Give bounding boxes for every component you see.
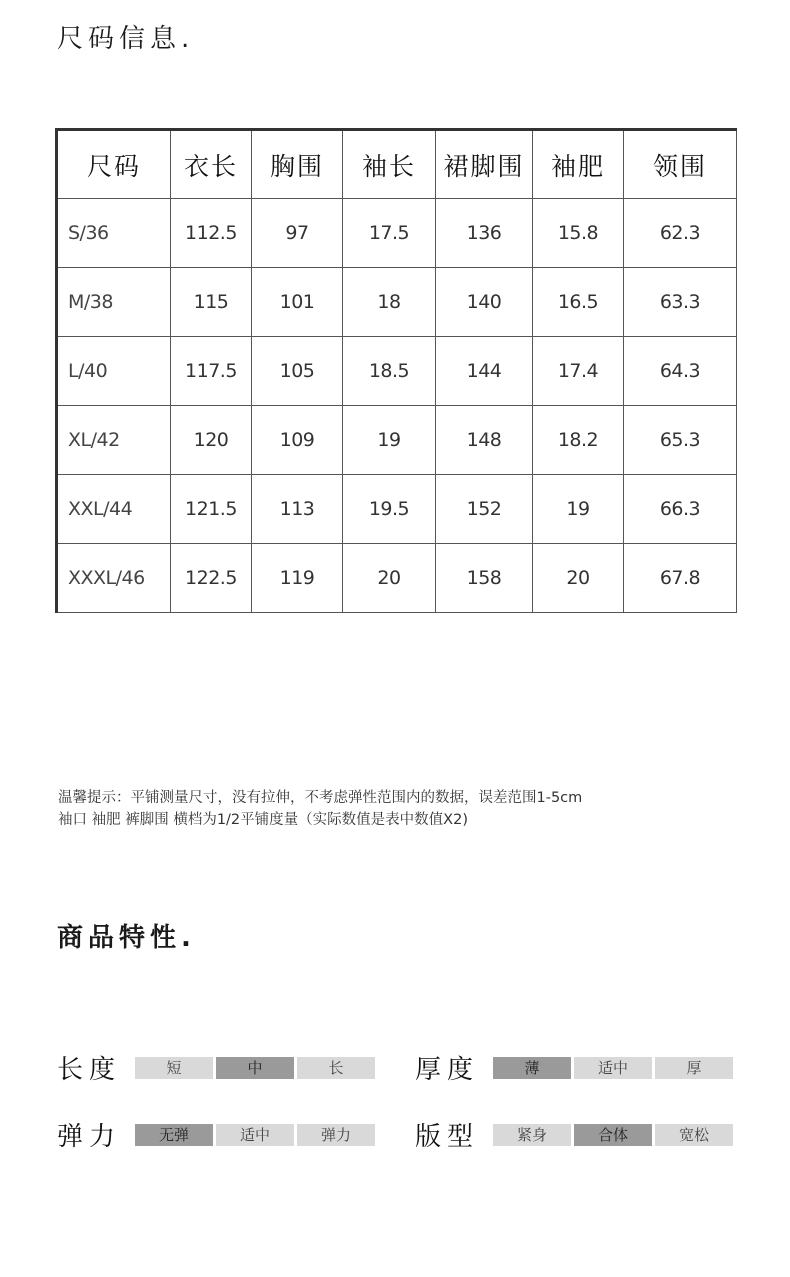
length-cell: 115 [171,268,252,337]
hem-cell: 152 [436,475,533,544]
sleeve-length-cell: 18 [343,268,436,337]
hem-cell: 158 [436,544,533,613]
attr-option: 薄 [493,1057,571,1079]
attr-option: 中 [216,1057,294,1079]
table-row [57,544,737,613]
sleeve-length-cell: 19.5 [343,475,436,544]
table-row [57,268,737,337]
chest-cell: 119 [252,544,343,613]
hem-cell: 144 [436,337,533,406]
sleeve-width-cell: 15.8 [533,199,624,268]
chest-cell: 105 [252,337,343,406]
size-cell: S/36 [57,199,171,268]
sleeve-width-cell: 20 [533,544,624,613]
size-info-title: 尺码信息. [57,24,195,54]
chest-cell: 97 [252,199,343,268]
attr-option: 弹力 [297,1124,375,1146]
hem-cell: 136 [436,199,533,268]
attr-thickness [415,1049,736,1086]
attr-option: 紧身 [493,1124,571,1146]
header-length: 衣长 [171,130,252,199]
table-row [57,475,737,544]
collar-cell: 65.3 [624,406,737,475]
collar-cell: 63.3 [624,268,737,337]
size-cell: XXXL/46 [57,544,171,613]
collar-cell: 64.3 [624,337,737,406]
collar-cell: 66.3 [624,475,737,544]
header-collar: 领围 [624,130,737,199]
hem-cell: 140 [436,268,533,337]
chest-cell: 101 [252,268,343,337]
header-chest: 胸围 [252,130,343,199]
size-table [55,128,737,613]
attr-elasticity [57,1116,378,1153]
attr-option: 长 [297,1057,375,1079]
collar-cell: 67.8 [624,544,737,613]
header-sleeve-width: 袖肥 [533,130,624,199]
sleeve-length-cell: 20 [343,544,436,613]
table-body [57,199,737,613]
sleeve-length-cell: 19 [343,406,436,475]
length-cell: 122.5 [171,544,252,613]
length-cell: 117.5 [171,337,252,406]
sleeve-length-cell: 17.5 [343,199,436,268]
attr-label: 长度 [57,1055,122,1085]
table-row [57,406,737,475]
note-line-2: 袖口 袖肥 裤脚围 横档为1/2平铺度量（实际数值是表中数值X2) [58,812,468,828]
attr-label: 版型 [415,1122,480,1152]
table-header-row [57,130,737,199]
size-note [58,787,582,831]
sleeve-width-cell: 16.5 [533,268,624,337]
table-row [57,337,737,406]
chest-cell: 109 [252,406,343,475]
size-cell: M/38 [57,268,171,337]
collar-cell: 62.3 [624,199,737,268]
size-cell: L/40 [57,337,171,406]
length-cell: 121.5 [171,475,252,544]
length-cell: 112.5 [171,199,252,268]
attr-fit [415,1116,736,1153]
attr-option: 合体 [574,1124,652,1146]
header-size: 尺码 [57,130,171,199]
attr-option: 无弹 [135,1124,213,1146]
length-cell: 120 [171,406,252,475]
chest-cell: 113 [252,475,343,544]
hem-cell: 148 [436,406,533,475]
sleeve-width-cell: 17.4 [533,337,624,406]
attr-length [57,1049,378,1086]
table-row [57,199,737,268]
attr-option: 适中 [574,1057,652,1079]
attr-label: 弹力 [57,1122,122,1152]
sleeve-width-cell: 19 [533,475,624,544]
attr-option: 短 [135,1057,213,1079]
attr-label: 厚度 [415,1055,480,1085]
size-cell: XL/42 [57,406,171,475]
sleeve-length-cell: 18.5 [343,337,436,406]
header-hem: 裙脚围 [436,130,533,199]
feature-title: 商品特性. [57,923,196,953]
attr-option: 适中 [216,1124,294,1146]
size-cell: XXL/44 [57,475,171,544]
note-line-1: 温馨提示：平铺测量尺寸，没有拉伸，不考虑弹性范围内的数据，误差范围1-5cm [58,790,583,806]
attr-option: 宽松 [655,1124,733,1146]
header-sleeve-length: 袖长 [343,130,436,199]
sleeve-width-cell: 18.2 [533,406,624,475]
attr-option: 厚 [655,1057,733,1079]
